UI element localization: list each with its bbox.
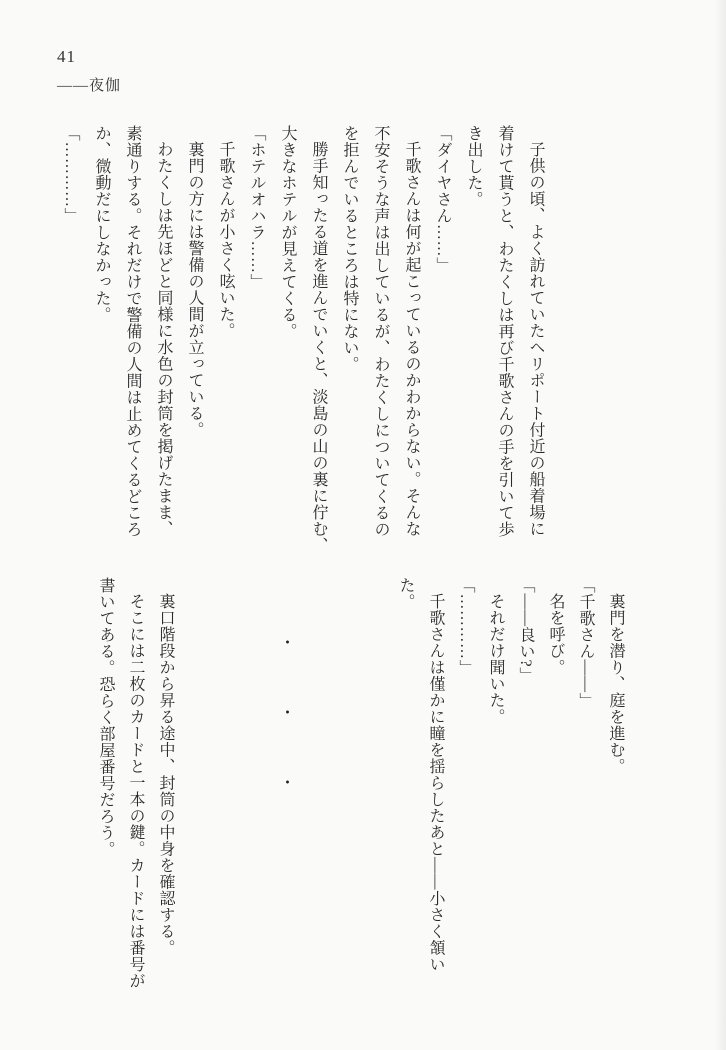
text-column: そこには二枚のカードと一本の鍵。カードには番号が bbox=[127, 593, 144, 989]
text-column: 裏口階段から昇る途中、封筒の中身を確認する。 bbox=[157, 593, 174, 956]
text-column: わたくしは先ほどと同様に水色の封筒を掲げたまま、 bbox=[155, 141, 172, 537]
text-column: 「ダイヤさん……」 bbox=[434, 125, 451, 274]
text-column: 千歌さんは何が起こっているのかわからない。そんな bbox=[403, 141, 420, 537]
page-number: 41 bbox=[57, 47, 76, 66]
text-column: を拒んでいるところは特にない。 bbox=[341, 125, 358, 373]
text-column: 千歌さんは僅かに瞳を揺らしたあと――小さく頷い bbox=[427, 593, 444, 973]
text-column: 「ホテルオハラ……」 bbox=[248, 125, 265, 290]
text-column: 千歌さんが小さく呟いた。 bbox=[217, 141, 234, 339]
text-column: 「…………」 bbox=[457, 577, 474, 676]
text-column: 名を呼び。 bbox=[547, 593, 564, 676]
text-column: 「…………」 bbox=[62, 125, 79, 224]
text-column: 着けて貰うと、わたくしは再び千歌さんの手を引いて歩 bbox=[496, 125, 513, 538]
text-column: 素通りする。それだけで警備の人間は止めてくるどころ bbox=[124, 125, 141, 538]
text-column: 「千歌さん――」 bbox=[577, 577, 594, 709]
text-column: き出した。 bbox=[465, 125, 482, 208]
running-header: ――夜伽 bbox=[57, 78, 122, 94]
text-column: 裏門を潜り、庭を進む。 bbox=[607, 593, 624, 775]
text-column: 裏門の方には警備の人間が立っている。 bbox=[186, 141, 203, 438]
text-column: た。 bbox=[397, 577, 414, 610]
text-column: 書いてある。恐らく部屋番号だろう。 bbox=[97, 577, 114, 858]
text-column: 大きなホテルが見えてくる。 bbox=[279, 125, 296, 340]
text-column: 子供の頃、よく訪れていたヘリポート付近の船着場に bbox=[527, 141, 544, 537]
text-column: 不安そうな声は出しているが、わたくしについてくるの bbox=[372, 125, 389, 538]
text-column: か、微動だにしなかった。 bbox=[93, 125, 110, 323]
scene-break-dots: ・・・ bbox=[277, 634, 294, 844]
text-column: それだけ聞いた。 bbox=[487, 593, 504, 725]
text-column: 「――良い?」 bbox=[517, 577, 534, 684]
text-column: 勝手知ったる道を進んでいくと、淡島の山の裏に佇む、 bbox=[310, 141, 327, 554]
